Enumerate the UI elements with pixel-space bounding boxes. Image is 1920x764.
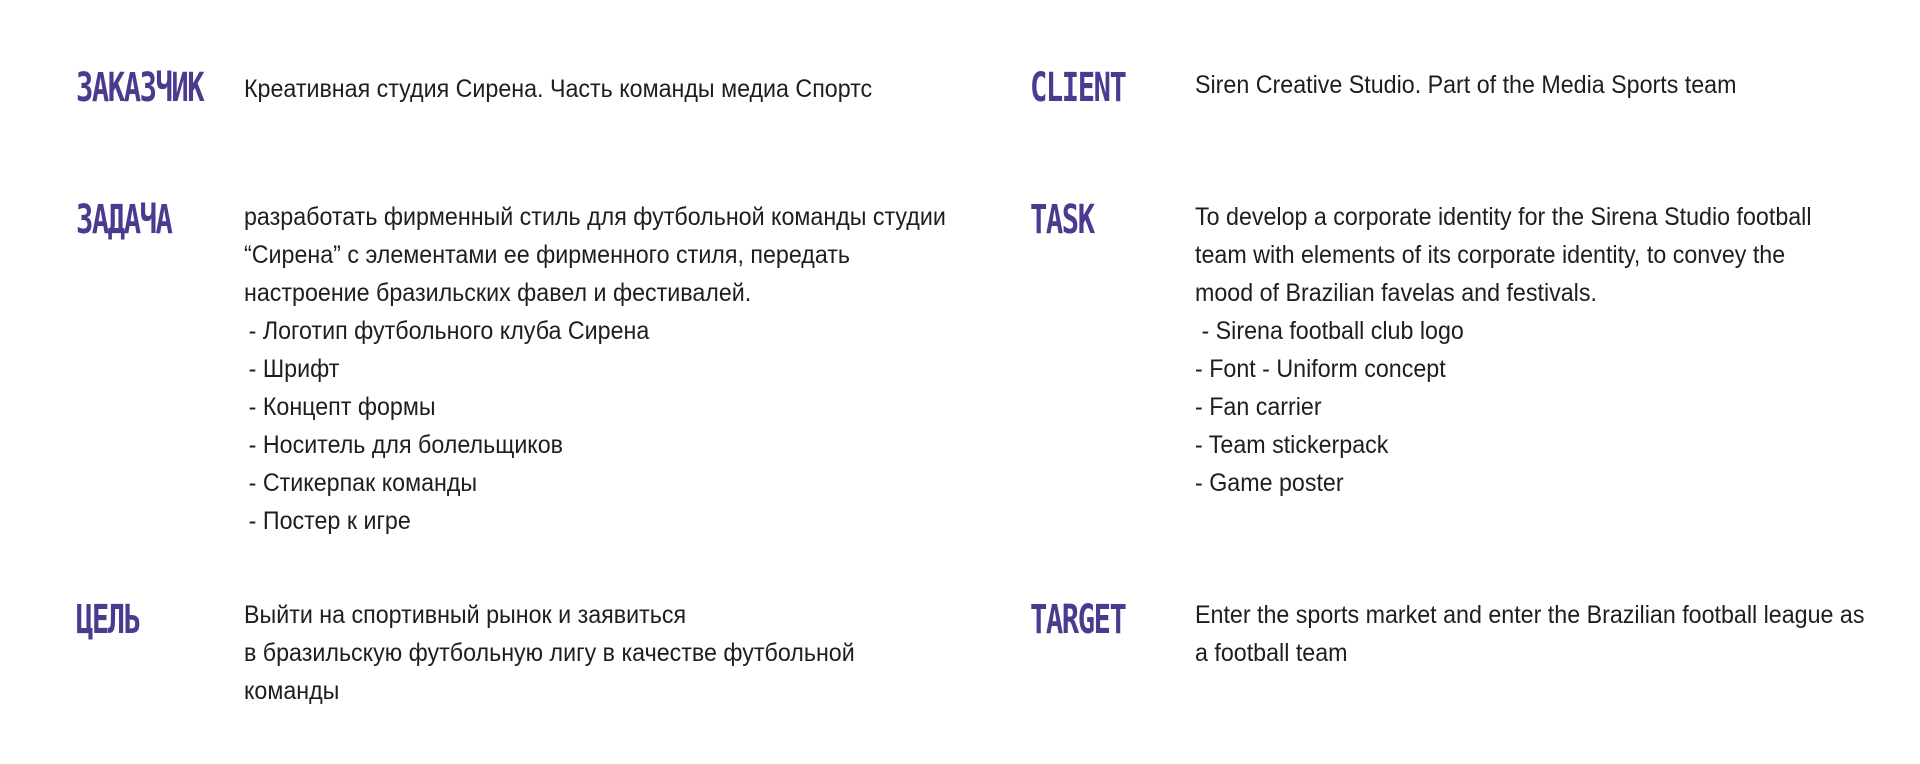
ru-target-line: Выйти на спортивный рынок и заявиться [244,601,687,629]
en-target-line: a football team [1195,639,1348,667]
ru-target-text [244,596,901,710]
en-target-line: Enter the sports market and enter the Brazilian football league as [1195,601,1865,629]
ru-task-line: настроение бразильских фавел и фестивалей. [244,279,752,307]
en-task-line: mood of Brazilian favelas and festivals. [1195,279,1597,307]
en-task-item: - Team stickerpack [1195,431,1389,459]
en-client-text-line: Siren Creative Studio. Part of the Media Sports team [1195,71,1737,99]
ru-task-text [244,198,999,540]
ru-target-line: в бразильскую футбольную лигу в качестве футбольной [244,639,855,667]
ru-task-item: - Логотип футбольного клуба Сирена [248,317,650,345]
en-task-item: - Game poster [1195,469,1344,497]
ru-task-line: “Сирена” с элементами ее фирменного стиля, передать [244,241,851,269]
en-task-item: - Font - Uniform concept [1195,355,1446,383]
ru-task-item: - Постер к игре [248,507,411,535]
ru-task-item: - Шрифт [248,355,340,383]
en-task-text [1195,198,1858,502]
ru-task-item: - Стикерпак команды [248,469,478,497]
en-task-line: To develop a corporate identity for the Sirena Studio football [1195,203,1812,231]
en-task-label: TASK [1030,197,1094,243]
en-client-text [1195,66,1777,104]
ru-task-label: ЗАДАЧА [76,197,172,243]
en-client-label: CLIENT [1030,65,1126,111]
ru-task-item: - Концепт формы [248,393,436,421]
en-target-text [1195,596,1915,672]
ru-client-label: ЗАКАЗЧИК [76,65,204,111]
ru-client-text [244,70,919,108]
en-target-label: TARGET [1030,597,1126,643]
ru-client-text-line: Креативная студия Сирена. Часть команды медиа Спортс [244,75,873,103]
ru-target-line: команды [244,677,340,705]
ru-task-item: - Носитель для болельщиков [248,431,564,459]
en-task-item: - Fan carrier [1195,393,1322,421]
ru-task-line: разработать фирменный стиль для футбольной команды студии [244,203,946,231]
en-task-item: - Sirena football club logo [1195,317,1464,345]
ru-target-label: ЦЕЛЬ [76,597,140,643]
en-task-line: team with elements of its corporate identity, to convey the [1195,241,1786,269]
